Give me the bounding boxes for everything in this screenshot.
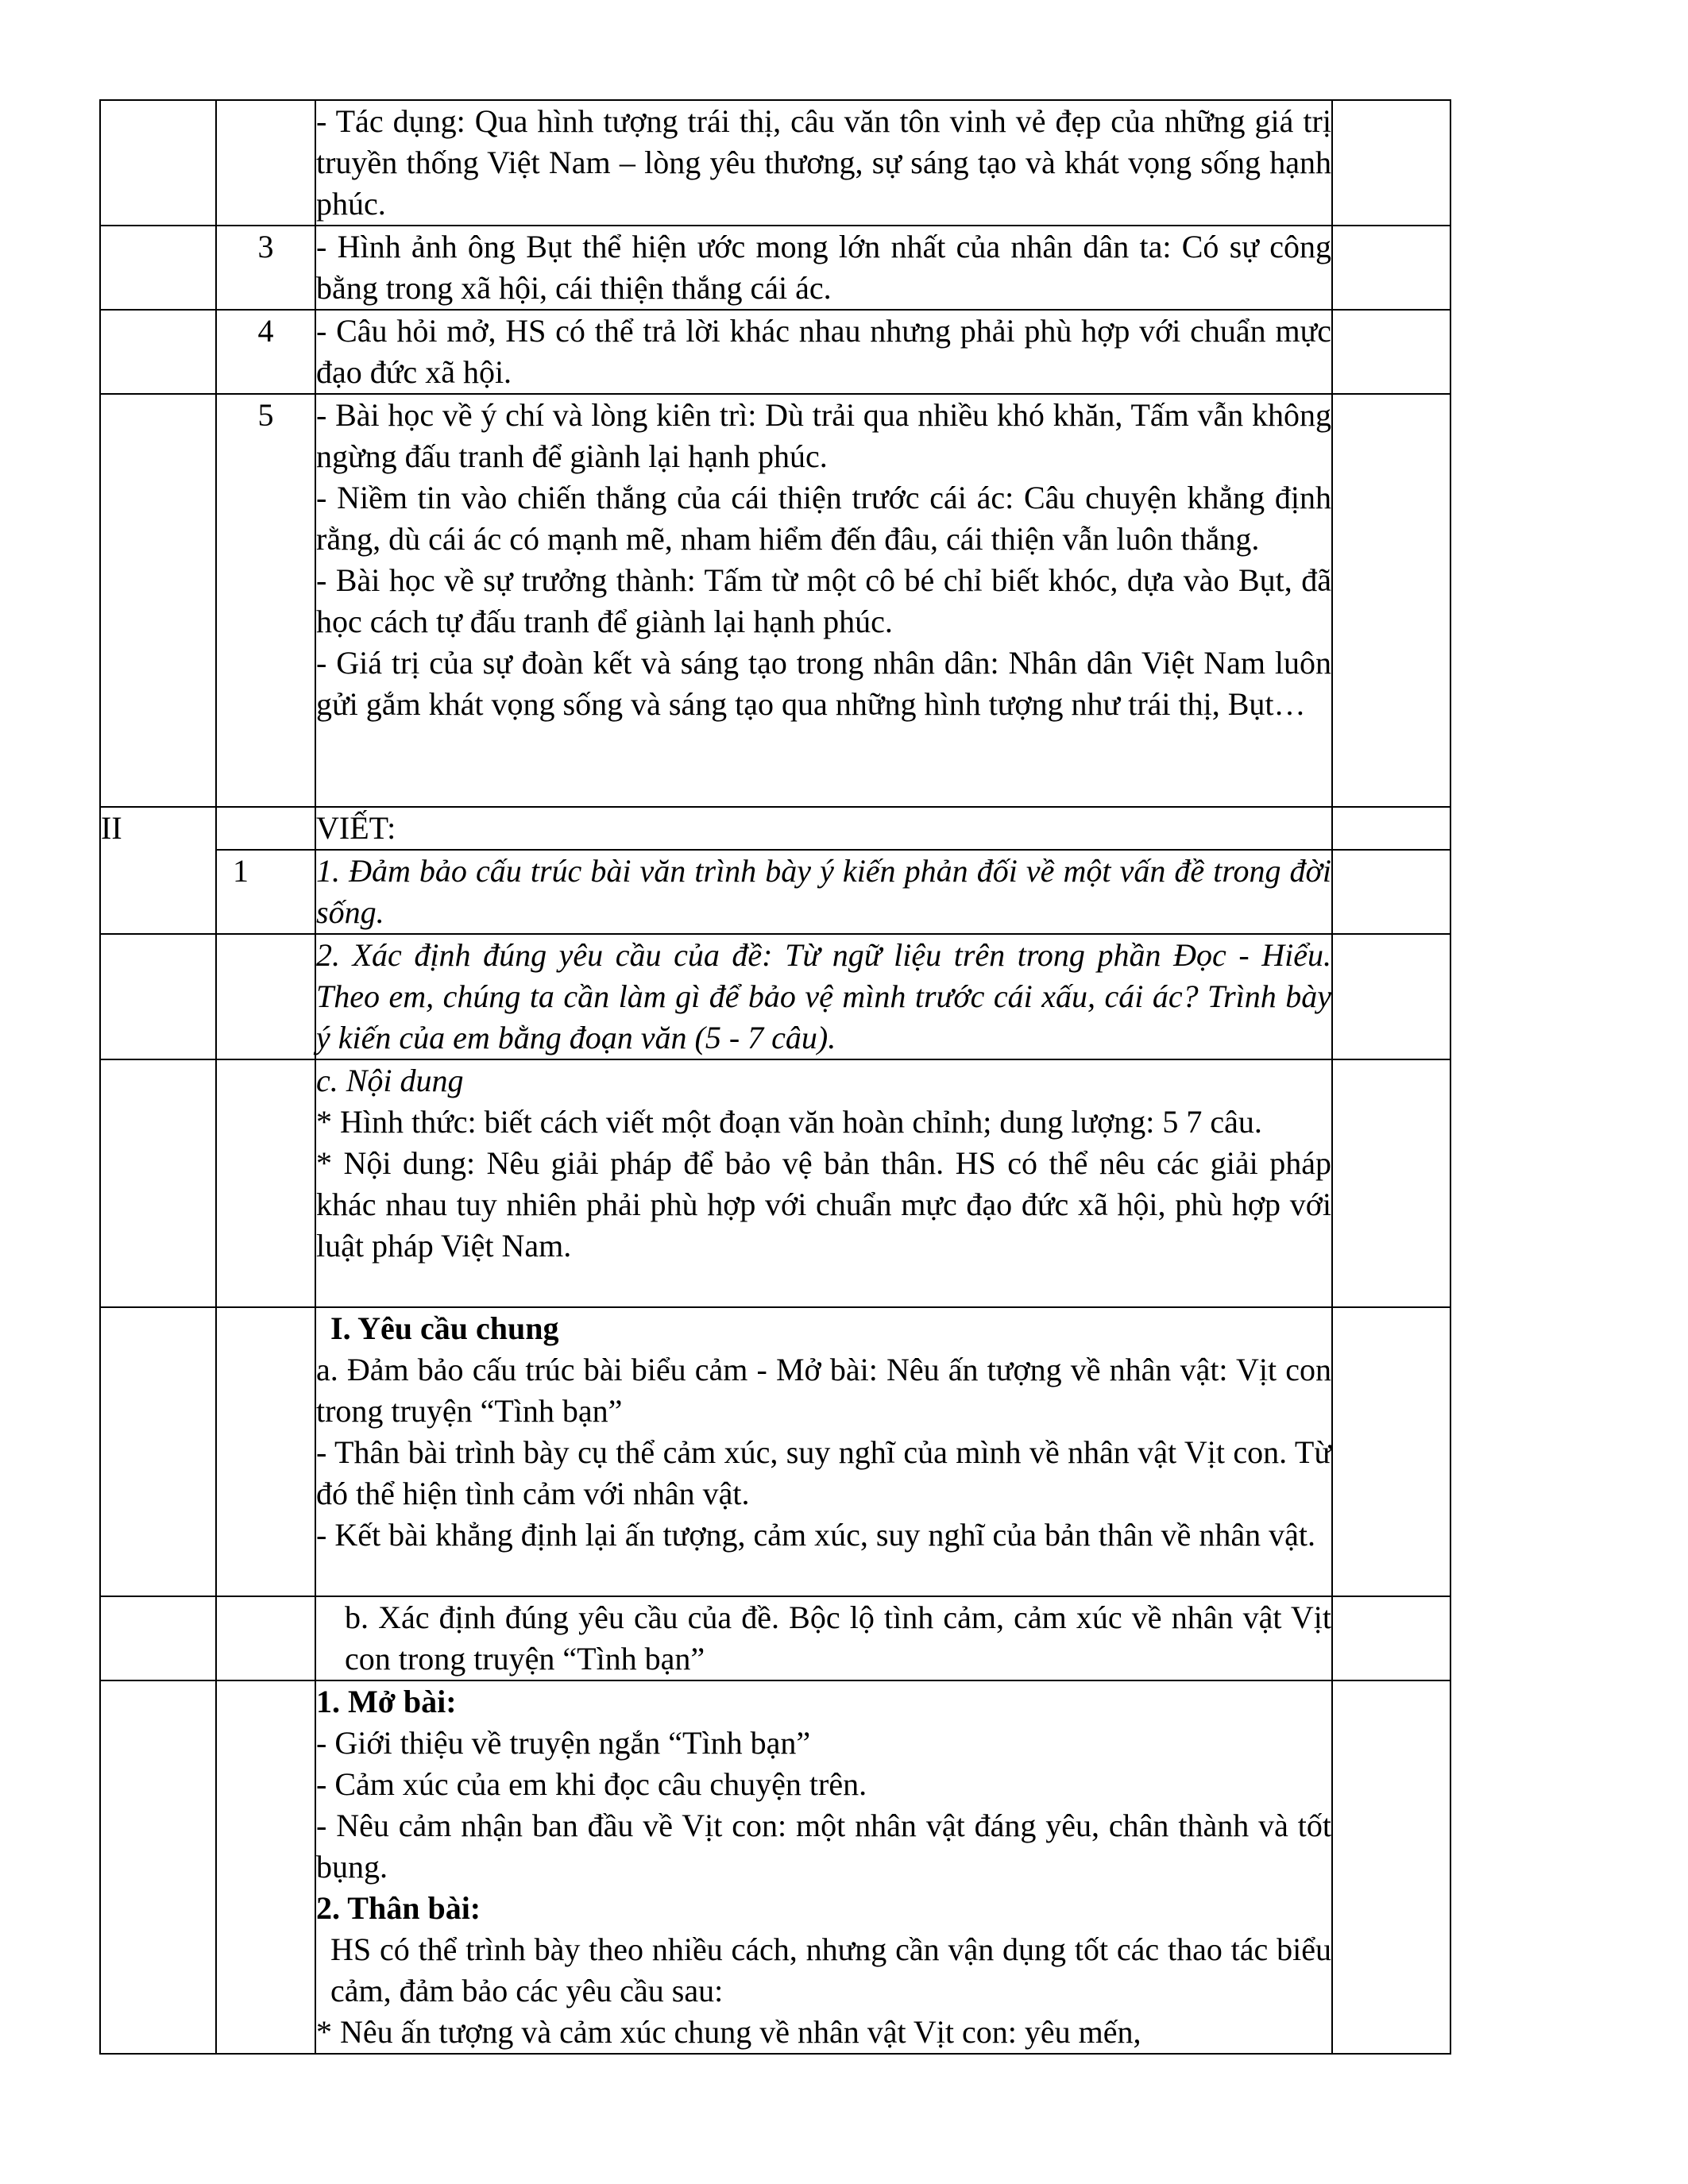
content-line: 2. Xác định đúng yêu cầu của đề: Từ ngữ liệu trên trong phần Đọc - Hiểu. Theo em, chúng ta cần làm gì để bảo vệ mình trước cái xấu, cái ác? Trình bày ý kiến của em bằng đoạn văn (5 - 7 câu). — [316, 937, 1331, 1055]
content-heading: I. Yêu cầu chung — [330, 1310, 559, 1346]
content-line: b. Xác định đúng yêu cầu của đề. Bộc lộ tình cảm, cảm xúc về nhân vật Vịt con trong truyện “Tình bạn” — [345, 1599, 1331, 1677]
content-line: - Giá trị của sự đoàn kết và sáng tạo trong nhân dân: Nhân dân Việt Nam luôn gửi gắm khát vọng sống và sáng tạo qua những hình tượng như trái thị, Bụt… — [316, 645, 1331, 722]
cell-section — [100, 100, 216, 226]
content-line: * Nêu ấn tượng và cảm xúc chung về nhân vật Vịt con: yêu mến, — [316, 2014, 1141, 2050]
cell-number — [216, 934, 315, 1059]
cell-number — [216, 1596, 315, 1680]
cell-section — [100, 1680, 216, 2054]
cell-score — [1332, 807, 1450, 850]
cell-score — [1332, 850, 1450, 934]
content-line: - Nêu cảm nhận ban đầu về Vịt con: một nhân vật đáng yêu, chân thành và tốt bụng. — [316, 1808, 1331, 1885]
cell-number: 4 — [216, 310, 315, 394]
table-row — [100, 934, 1450, 1059]
cell-number — [216, 807, 315, 850]
table-row — [100, 1059, 1450, 1307]
cell-content — [315, 310, 1332, 394]
cell-section — [100, 310, 216, 394]
cell-section — [100, 934, 216, 1059]
cell-content — [315, 226, 1332, 310]
content-line: * Hình thức: biết cách viết một đoạn văn hoàn chỉnh; dung lượng: 5 7 câu. — [316, 1104, 1262, 1140]
content-line: - Bài học về ý chí và lòng kiên trì: Dù trải qua nhiều khó khăn, Tấm vẫn không ngừng đấu tranh để giành lại hạnh phúc. — [316, 397, 1331, 474]
cell-score — [1332, 394, 1450, 807]
cell-number — [216, 1680, 315, 2054]
table-row — [100, 394, 1450, 807]
cell-content — [315, 1059, 1332, 1307]
content-line: - Thân bài trình bày cụ thể cảm xúc, suy nghĩ của mình về nhân vật Vịt con. Từ đó thể hiện tình cảm với nhân vật. — [316, 1434, 1331, 1511]
cell-number: 1 — [216, 850, 315, 934]
table-row — [100, 1680, 1450, 2054]
answer-table — [99, 99, 1451, 2055]
content-line: - Tác dụng: Qua hình tượng trái thị, câu văn tôn vinh vẻ đẹp của những giá trị truyền thống Việt Nam – lòng yêu thương, sự sáng tạo và khát vọng sống hạnh phúc. — [316, 103, 1331, 222]
cell-number: 5 — [216, 394, 315, 807]
cell-section — [100, 226, 216, 310]
cell-number — [216, 1059, 315, 1307]
content-line: HS có thể trình bày theo nhiều cách, nhưng cần vận dụng tốt các thao tác biểu cảm, đảm bảo các yêu cầu sau: — [330, 1931, 1331, 2008]
cell-section: II — [100, 807, 216, 850]
cell-score — [1332, 310, 1450, 394]
cell-score — [1332, 934, 1450, 1059]
cell-score — [1332, 1680, 1450, 2054]
content-heading: 2. Thân bài: — [316, 1890, 481, 1926]
cell-content — [315, 850, 1332, 934]
content-line: - Bài học về sự trưởng thành: Tấm từ một cô bé chỉ biết khóc, dựa vào Bụt, đã học cách tự đấu tranh để giành lại hạnh phúc. — [316, 562, 1331, 639]
content-line: a. Đảm bảo cấu trúc bài biểu cảm - Mở bài: Nêu ấn tượng về nhân vật: Vịt con trong truyện “Tình bạn” — [316, 1352, 1331, 1429]
cell-content — [315, 394, 1332, 807]
cell-content — [315, 1680, 1332, 2054]
cell-score — [1332, 100, 1450, 226]
table-row — [100, 310, 1450, 394]
table-row — [100, 1307, 1450, 1596]
cell-content — [315, 1596, 1332, 1680]
cell-number — [216, 1307, 315, 1596]
cell-score — [1332, 1596, 1450, 1680]
cell-content — [315, 934, 1332, 1059]
cell-section — [100, 1307, 216, 1596]
cell-content — [315, 1307, 1332, 1596]
cell-section — [100, 394, 216, 807]
table-row — [100, 1596, 1450, 1680]
section-title: VIẾT: — [315, 807, 1332, 850]
cell-score — [1332, 1059, 1450, 1307]
table-row — [100, 807, 1450, 850]
content-line: - Cảm xúc của em khi đọc câu chuyện trên. — [316, 1766, 867, 1802]
table-row — [100, 850, 1450, 934]
content-heading: 1. Mở bài: — [316, 1684, 457, 1719]
cell-content — [315, 100, 1332, 226]
cell-score — [1332, 226, 1450, 310]
content-line: - Hình ảnh ông Bụt thể hiện ước mong lớn nhất của nhân dân ta: Có sự công bằng trong xã hội, cái thiện thắng cái ác. — [316, 229, 1331, 306]
content-heading: c. Nội dung — [316, 1063, 464, 1098]
cell-number — [216, 100, 315, 226]
content-line: * Nội dung: Nêu giải pháp để bảo vệ bản thân. HS có thể nêu các giải pháp khác nhau tuy nhiên phải phù hợp với chuẩn mực đạo đức xã hội, phù hợp với luật pháp Việt Nam. — [316, 1145, 1331, 1264]
content-line: - Câu hỏi mở, HS có thể trả lời khác nhau nhưng phải phù hợp với chuẩn mực đạo đức xã hội. — [316, 313, 1331, 390]
cell-section — [100, 1059, 216, 1307]
content-line: - Kết bài khẳng định lại ấn tượng, cảm xúc, suy nghĩ của bản thân về nhân vật. — [316, 1517, 1316, 1553]
cell-section — [100, 1596, 216, 1680]
table-row — [100, 226, 1450, 310]
content-line: 1. Đảm bảo cấu trúc bài văn trình bày ý kiến phản đối về một vấn đề trong đời sống. — [316, 853, 1331, 930]
cell-score — [1332, 1307, 1450, 1596]
cell-number: 3 — [216, 226, 315, 310]
cell-section — [100, 850, 216, 934]
content-line: - Giới thiệu về truyện ngắn “Tình bạn” — [316, 1725, 811, 1761]
content-line: - Niềm tin vào chiến thắng của cái thiện trước cái ác: Câu chuyện khẳng định rằng, dù cái ác có mạnh mẽ, nham hiểm đến đâu, cái thiện vẫn luôn thắng. — [316, 480, 1331, 557]
table-row — [100, 100, 1450, 226]
